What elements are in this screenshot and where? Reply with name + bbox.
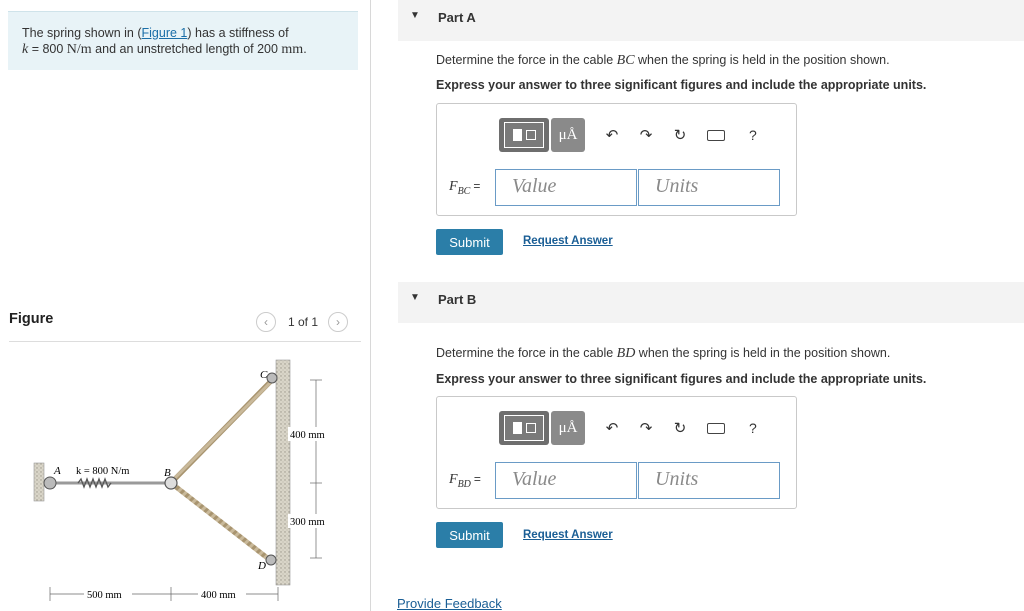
request-answer-link[interactable]: Request Answer bbox=[523, 235, 613, 247]
caret-down-icon[interactable]: ▼ bbox=[410, 292, 420, 303]
left-panel bbox=[0, 0, 371, 611]
label-b: B bbox=[164, 467, 171, 479]
part-b-instruction: Express your answer to three significant figures and include the appropriate units. bbox=[436, 372, 927, 386]
length-units: mm bbox=[281, 42, 304, 57]
part-b-answer-box bbox=[436, 396, 797, 509]
provide-feedback-link[interactable]: Provide Feedback bbox=[397, 596, 502, 611]
reset-icon[interactable]: ↻ bbox=[673, 420, 687, 437]
left-wall bbox=[34, 463, 44, 501]
figure-pager bbox=[256, 312, 348, 332]
figure-title: Figure bbox=[9, 311, 54, 327]
keyboard-icon[interactable] bbox=[707, 423, 725, 434]
part-a-header[interactable] bbox=[398, 0, 1024, 41]
label-c: C bbox=[260, 369, 268, 381]
redo-icon[interactable]: ↷ bbox=[639, 420, 653, 437]
question-text: Determine the force in the cable bbox=[436, 53, 617, 67]
spring-cable-figure bbox=[20, 355, 350, 605]
caret-down-icon[interactable]: ▼ bbox=[410, 10, 420, 21]
label-d: D bbox=[258, 560, 266, 572]
problem-text: ) has a stiffness of bbox=[187, 26, 289, 40]
figure-link[interactable]: Figure 1 bbox=[141, 26, 188, 40]
part-a-question bbox=[436, 53, 890, 69]
support-c bbox=[267, 373, 277, 383]
part-a-label: Part A bbox=[438, 10, 476, 25]
problem-text: and an unstretched length of 200 bbox=[91, 42, 282, 56]
problem-statement bbox=[8, 11, 358, 70]
undo-icon[interactable]: ↶ bbox=[605, 420, 619, 437]
submit-button[interactable]: Submit bbox=[436, 229, 503, 255]
dim-300: 300 mm bbox=[290, 517, 325, 528]
submit-button[interactable]: Submit bbox=[436, 522, 503, 548]
question-var: BC bbox=[616, 53, 635, 68]
request-answer-link[interactable]: Request Answer bbox=[523, 529, 613, 541]
answer-label-fbd: $F_{BD}$ = bbox=[449, 472, 481, 490]
units-input[interactable]: Units bbox=[638, 462, 780, 499]
reset-icon[interactable]: ↻ bbox=[673, 127, 687, 144]
problem-text: = 800 bbox=[28, 42, 67, 56]
math-toolbar bbox=[499, 118, 757, 152]
question-text: Determine the force in the cable bbox=[436, 346, 617, 360]
units-symbol-button[interactable]: μÅ bbox=[551, 118, 585, 152]
units-input[interactable]: Units bbox=[638, 169, 780, 206]
k-units: N/m bbox=[66, 42, 92, 57]
question-var: BD bbox=[616, 346, 636, 361]
pager-count: 1 of 1 bbox=[288, 315, 319, 329]
templates-button[interactable] bbox=[499, 118, 549, 152]
problem-text: . bbox=[303, 42, 307, 56]
part-a-instruction: Express your answer to three significant figures and include the appropriate units. bbox=[436, 78, 927, 92]
chevron-left-icon[interactable]: ‹ bbox=[256, 312, 276, 332]
part-b-header[interactable] bbox=[398, 282, 1024, 323]
spring-coil bbox=[78, 479, 111, 487]
templates-button[interactable] bbox=[499, 411, 549, 445]
support-d bbox=[266, 555, 276, 565]
support-a bbox=[44, 477, 56, 489]
cable-bc bbox=[171, 380, 272, 483]
dim-500: 500 mm bbox=[87, 590, 122, 601]
value-input[interactable]: Value bbox=[495, 462, 637, 499]
dim-400-lower: 400 mm bbox=[201, 590, 236, 601]
question-text: when the spring is held in the position shown. bbox=[634, 53, 890, 67]
part-b-question bbox=[436, 346, 890, 362]
math-toolbar bbox=[499, 411, 757, 445]
question-text: when the spring is held in the position shown. bbox=[635, 346, 891, 360]
label-k: k = 800 N/m bbox=[76, 466, 130, 477]
redo-icon[interactable]: ↷ bbox=[639, 127, 653, 144]
keyboard-icon[interactable] bbox=[707, 130, 725, 141]
help-icon[interactable]: ? bbox=[749, 420, 757, 436]
figure-divider bbox=[9, 341, 361, 342]
units-symbol-button[interactable]: μÅ bbox=[551, 411, 585, 445]
right-wall bbox=[276, 360, 290, 585]
answer-label-fbc: $F_{BC}$ = bbox=[449, 179, 481, 197]
part-a-answer-box bbox=[436, 103, 797, 216]
label-a: A bbox=[54, 465, 61, 477]
dim-400-upper: 400 mm bbox=[290, 430, 325, 441]
part-b-label: Part B bbox=[438, 292, 477, 307]
undo-icon[interactable]: ↶ bbox=[605, 127, 619, 144]
value-input[interactable]: Value bbox=[495, 169, 637, 206]
k-variable: k bbox=[22, 42, 29, 57]
problem-text: The spring shown in ( bbox=[22, 26, 142, 40]
cable-bd bbox=[171, 483, 270, 560]
chevron-right-icon[interactable]: › bbox=[328, 312, 348, 332]
help-icon[interactable]: ? bbox=[749, 127, 757, 143]
